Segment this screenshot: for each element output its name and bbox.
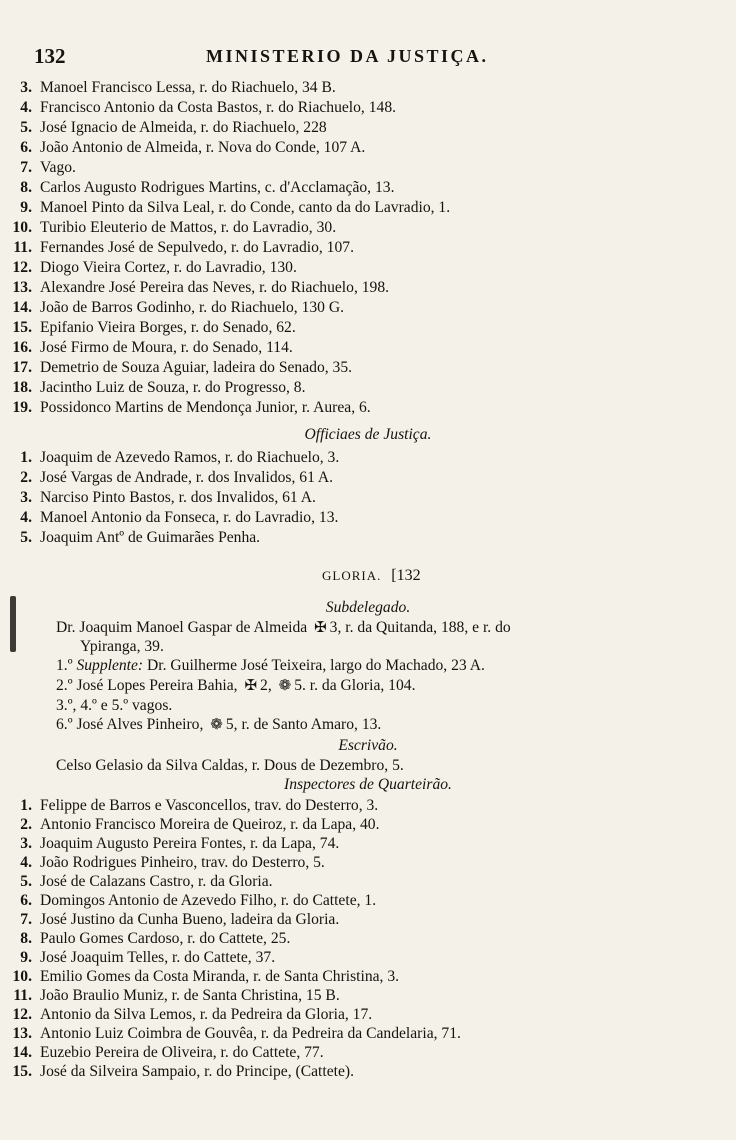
list-item: 13. Alexandre José Pereira das Neves, r. do Riachuelo, 198. bbox=[12, 279, 390, 296]
list-item: 8. Carlos Augusto Rodrigues Martins, c. d'Acclamação, 13. bbox=[20, 179, 395, 196]
list-item: 1. Joaquim de Azevedo Ramos, r. do Riachuelo, 3. bbox=[20, 449, 340, 466]
section-heading-officiaes: Officiaes de Justiça. bbox=[304, 426, 432, 443]
list-item: 2. Antonio Francisco Moreira de Queiroz, r. da Lapa, 40. bbox=[20, 816, 380, 833]
list-item: 6. Domingos Antonio de Azevedo Filho, r. do Cattete, 1. bbox=[20, 892, 377, 909]
list-item: 7. Vago. bbox=[20, 159, 76, 176]
page-header bbox=[34, 44, 694, 72]
medal-icon: ❁ bbox=[278, 678, 292, 694]
list-item: 14. João de Barros Godinho, r. do Riachuelo, 130 G. bbox=[12, 299, 345, 316]
gloria-label: GLORIA. bbox=[322, 568, 382, 583]
list-item: 6. João Antonio de Almeida, r. Nova do Conde, 107 A. bbox=[20, 139, 366, 156]
list-item: 10. Turibio Eleuterio de Mattos, r. do Lavradio, 30. bbox=[12, 219, 337, 236]
cross-icon: ✠ bbox=[314, 620, 327, 636]
list-item: 7. José Justino da Cunha Bueno, ladeira da Gloria. bbox=[20, 911, 340, 928]
section-heading-subdelegado: Subdelegado. bbox=[325, 599, 411, 616]
list-item: 15. Epifanio Vieira Borges, r. do Senado, 62. bbox=[12, 319, 296, 336]
list-item: 12. Diogo Vieira Cortez, r. do Lavradio, 130. bbox=[12, 259, 297, 276]
margin-ink-mark bbox=[10, 596, 16, 652]
list-item: 1. Felippe de Barros e Vasconcellos, trav. do Desterro, 3. bbox=[20, 797, 379, 814]
list-item: 15. José da Silveira Sampaio, r. do Principe, (Cattete). bbox=[12, 1063, 354, 1080]
list-item: 4. Francisco Antonio da Costa Bastos, r. do Riachuelo, 148. bbox=[20, 99, 397, 116]
list-item: 9. José Joaquim Telles, r. do Cattete, 37. bbox=[20, 949, 276, 966]
cross-icon: ✠ bbox=[244, 678, 258, 694]
list-item: 8. Paulo Gomes Cardoso, r. do Cattete, 25. bbox=[20, 930, 291, 947]
supplente-2: 2.º José Lopes Pereira Bahia, ✠ 2, ❁ 5. r. da Gloria, 104. bbox=[56, 677, 416, 694]
section-heading-inspectores: Inspectores de Quarteirão. bbox=[284, 776, 452, 793]
list-item: 13. Antonio Luiz Coimbra de Gouvêa, r. da Pedreira da Candelaria, 71. bbox=[12, 1025, 461, 1042]
list-item: 11. João Braulio Muniz, r. de Santa Christina, 15 B. bbox=[13, 987, 340, 1004]
list-item: 5. José de Calazans Castro, r. da Gloria. bbox=[20, 873, 273, 890]
list-item: 12. Antonio da Silva Lemos, r. da Pedreira da Gloria, 17. bbox=[12, 1006, 373, 1023]
subdelegado-line-1: Dr. Joaquim Manoel Gaspar de Almeida ✠ 3, r. da Quitanda, 188, e r. do bbox=[56, 619, 511, 636]
medal-icon: ❁ bbox=[210, 717, 223, 733]
list-item: 4. João Rodrigues Pinheiro, trav. do Desterro, 5. bbox=[20, 854, 325, 871]
supplentes-vagos: 3.º, 4.º e 5.º vagos. bbox=[56, 697, 173, 714]
list-item: 4. Manoel Antonio da Fonseca, r. do Lavradio, 13. bbox=[20, 509, 339, 526]
list-item: 2. José Vargas de Andrade, r. dos Invalidos, 61 A. bbox=[20, 469, 334, 486]
supplente-1: 1.º Supplente: Dr. Guilherme José Teixeira, largo do Machado, 23 A. bbox=[56, 657, 485, 674]
list-item: 5. José Ignacio de Almeida, r. do Riachuelo, 228 bbox=[20, 119, 327, 136]
section-heading-escrivao: Escrivão. bbox=[338, 737, 398, 754]
list-item: 10. Emilio Gomes da Costa Miranda, r. de Santa Christina, 3. bbox=[12, 968, 400, 985]
subdelegado-line-2: Ypiranga, 39. bbox=[80, 638, 164, 655]
gloria-number: [132 bbox=[391, 567, 421, 584]
page-number: 132 bbox=[34, 44, 66, 68]
list-item: 3. Manoel Francisco Lessa, r. do Riachuelo, 34 B. bbox=[20, 79, 336, 96]
list-item: 19. Possidonco Martins de Mendonça Junior, r. Aurea, 6. bbox=[12, 399, 371, 416]
escrivao-text: Celso Gelasio da Silva Caldas, r. Dous de Dezembro, 5. bbox=[56, 757, 404, 774]
list-item: 3. Joaquim Augusto Pereira Fontes, r. da Lapa, 74. bbox=[20, 835, 340, 852]
section-title-gloria bbox=[322, 566, 421, 585]
list-item: 5. Joaquim Antº de Guimarães Penha. bbox=[20, 529, 261, 546]
list-item: 11. Fernandes José de Sepulvedo, r. do Lavradio, 107. bbox=[13, 239, 354, 256]
supplente-6: 6.º José Alves Pinheiro, ❁ 5, r. de Santo Amaro, 13. bbox=[56, 716, 382, 733]
list-item: 17. Demetrio de Souza Aguiar, ladeira do Senado, 35. bbox=[12, 359, 353, 376]
list-item: 18. Jacintho Luiz de Souza, r. do Progresso, 8. bbox=[12, 379, 306, 396]
list-item: 3. Narciso Pinto Bastos, r. dos Invalidos, 61 A. bbox=[20, 489, 316, 506]
list-item: 9. Manoel Pinto da Silva Leal, r. do Conde, canto da do Lavradio, 1. bbox=[20, 199, 451, 216]
list-item: 14. Euzebio Pereira de Oliveira, r. do Cattete, 77. bbox=[12, 1044, 324, 1061]
list-item: 16. José Firmo de Moura, r. do Senado, 114. bbox=[12, 339, 293, 356]
page-title: MINISTERIO DA JUSTIÇA. bbox=[206, 46, 489, 66]
